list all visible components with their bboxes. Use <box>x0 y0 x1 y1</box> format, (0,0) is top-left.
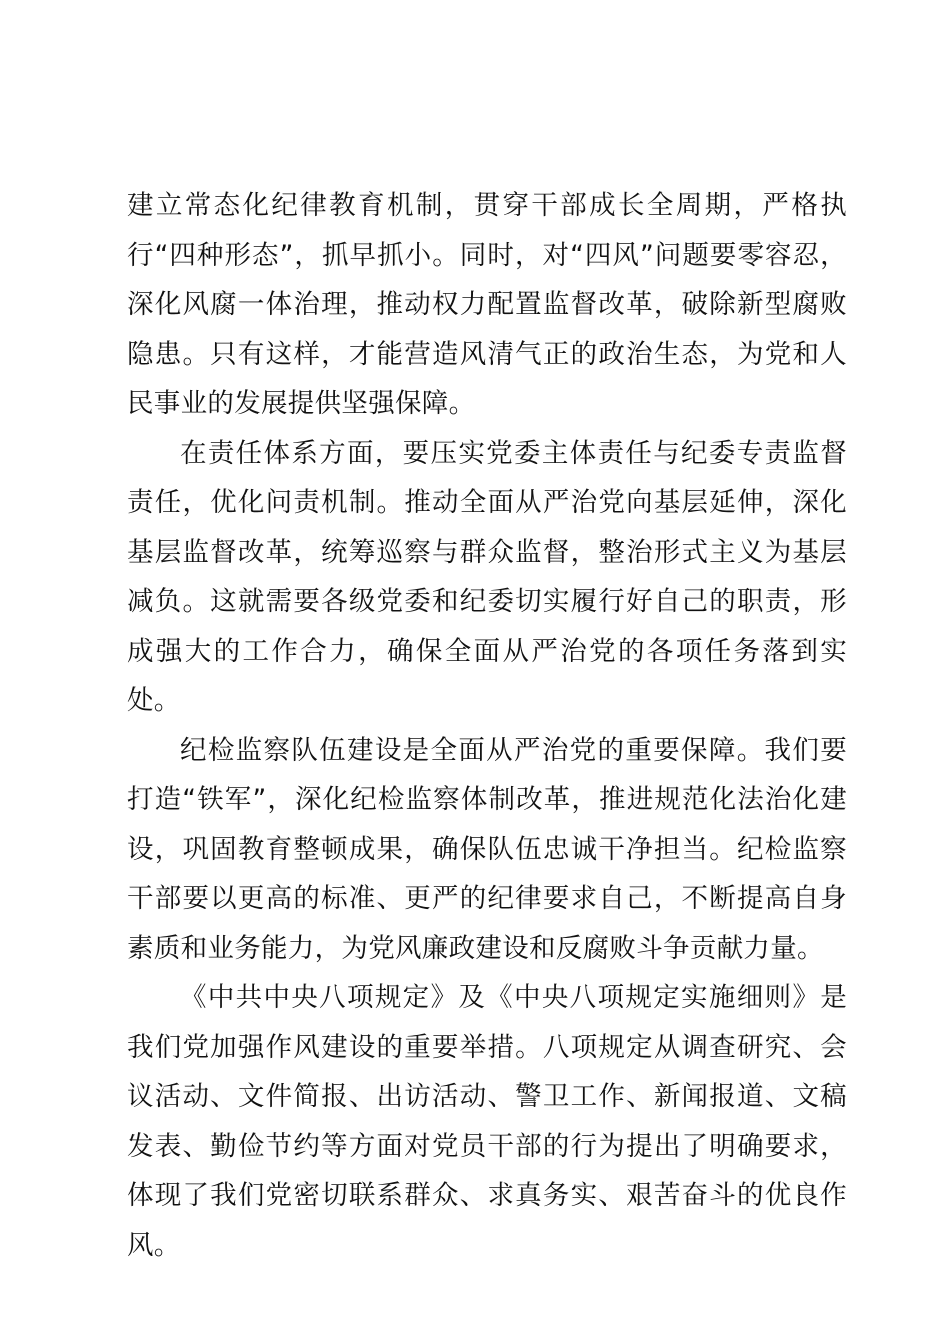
paragraph-eight-regulations: 《中共中央八项规定》及《中央八项规定实施细则》是我们党加强作风建设的重要举措。八项规定从调查研究、会议活动、文件简报、出访活动、警卫工作、新闻报道、文稿发表、勤俭节约等方面对党员干部的行为提出了明确要求，体现了我们党密切联系群众、求真务实、艰苦奋斗的优良作风。 <box>127 982 847 1261</box>
paragraph-team-building: 纪检监察队伍建设是全面从严治党的重要保障。我们要打造“铁军”，深化纪检监察体制改革，推进规范化法治化建设，巩固教育整顿成果，确保队伍忠诚干净担当。纪检监察干部要以更高的标准、更严的纪律要求自己，不断提高自身素质和业务能力，为党风廉政建设和反腐败斗争贡献力量。 <box>127 734 847 964</box>
paragraph-continued: 建立常态化纪律教育机制，贯穿干部成长全周期，严格执行“四种形态”，抓早抓小。同时，对“四风”问题要零容忍，深化风腐一体治理，推动权力配置监督改革，破除新型腐败隐患。只有这样，才能营造风清气正的政治生态，为党和人民事业的发展提供坚强保障。 <box>127 190 847 419</box>
document-body <box>127 181 847 1270</box>
paragraph-responsibility-system: 在责任体系方面，要压实党委主体责任与纪委专责监督责任，优化问责机制。推动全面从严治党向基层延伸，深化基层监督改革，统筹巡察与群众监督，整治形式主义为基层减负。这就需要各级党委和纪委切实履行好自己的职责，形成强大的工作合力，确保全面从严治党的各项任务落到实处。 <box>127 437 847 716</box>
